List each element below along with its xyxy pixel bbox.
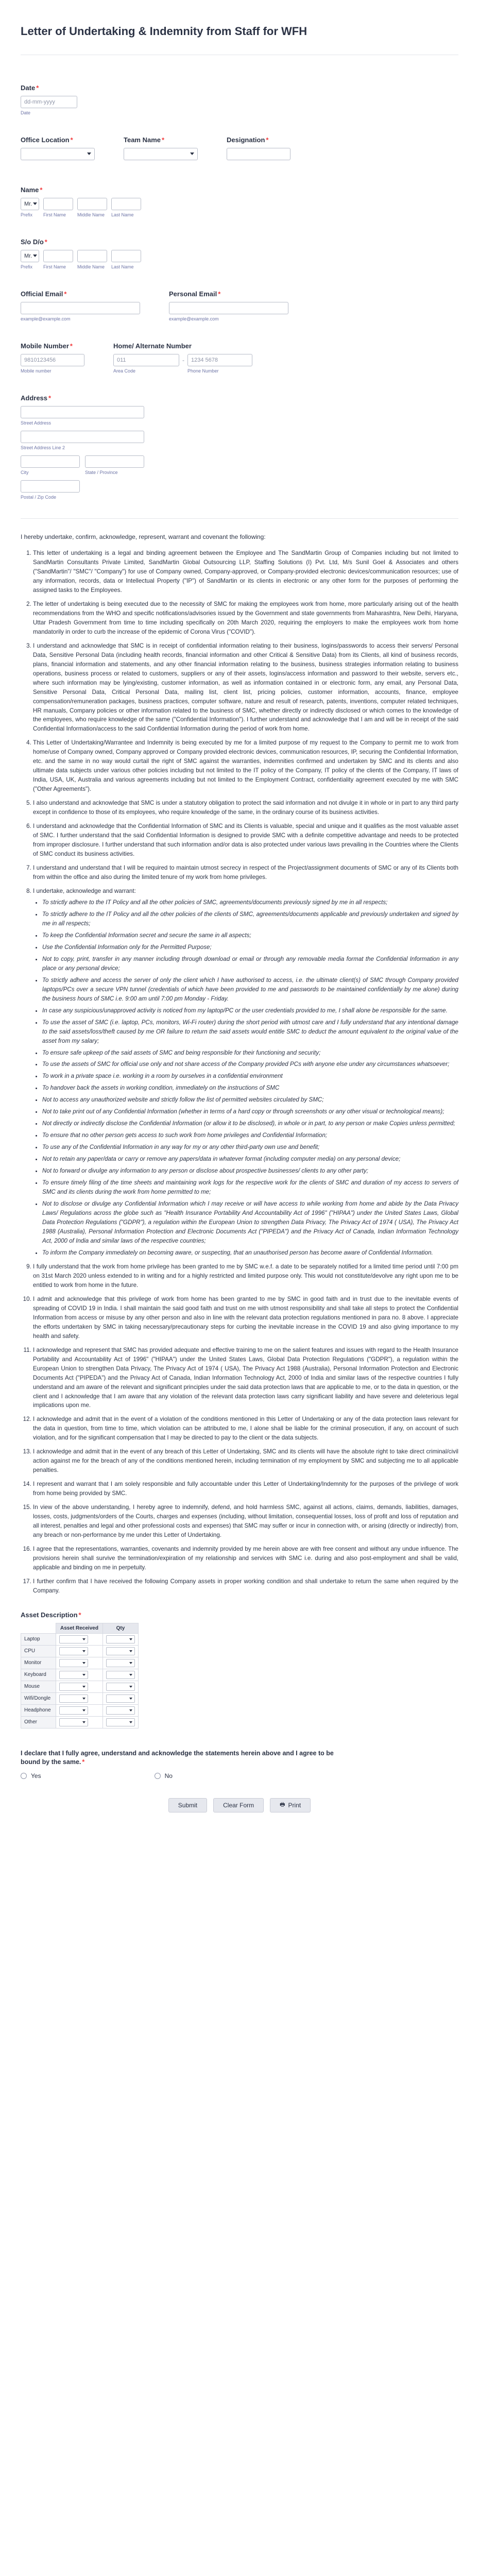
declaration-item: 10. I admit and acknowledge that this privilege of work from home has been granted to me by SMC in good faith and in trust due to the inevitable events of spreading of COVID 19 in India. I shall maintain the said good faith and trust on me with utmost responsibility and shall take all steps to protect the Confidential Information from access or misuse by any other person and also in line with the relevant data protection regulations mentioned in para no. 8 above. I appreciate the efforts undertaken by SMC in taking necessary/precautionary steps for curbing the inevitable increase in the COVID 19 and also giving importance to my health and safety. [33,1295,458,1341]
chevron-down-icon [129,1709,132,1711]
undertaking-subitem: • Not directly or indirectly disclose the Confidential Information (or allow it to be disclosed), in whole or in part, to any person or make Copies unless permitted; [42,1119,458,1128]
name-label: Name * [21,186,43,194]
asset-cell [102,1716,138,1728]
clear-form-button[interactable]: Clear Form [213,1798,264,1812]
asset-received-select[interactable] [59,1671,88,1679]
undertaking-subitem: • To strictly adhere to the IT Policy and all the other policies of the clients of SMC, agreements/documents applicable and previously undertaken and signed by me in all respects; [42,910,458,928]
parent-first-name-input[interactable] [43,250,73,262]
undertaking-subitem: • To strictly adhere to the IT Policy and all the other policies of SMC, agreements/documents previously signed by me in all respects; [42,898,458,907]
declaration-item: 17. I further confirm that I have received the following Company assets in proper working condition and shall undertake to return the same when required by the Company. [33,1577,458,1596]
date-section [21,84,458,115]
middle-name-sublabel: Middle Name [77,264,105,269]
submit-button[interactable]: Submit [168,1798,207,1812]
qty-select[interactable] [106,1647,135,1655]
parent-name-section [21,238,458,269]
date-label: Date * [21,84,39,92]
print-button-label: Print [288,1801,301,1809]
asset-section [21,1611,458,1728]
state-sublabel: State / Province [85,470,118,475]
undertaking-subitem: • Not to access any unauthorized website and strictly follow the list of permitted websites circulated by SMC; [42,1095,458,1105]
chevron-down-icon [129,1650,132,1652]
asset-received-select[interactable] [59,1659,88,1667]
radio-button-icon[interactable] [155,1773,161,1779]
declaration-section [21,532,458,1596]
undertaking-subitem: • To use any of the Confidential Information in any way for my or any other third-party own use and benefit; [42,1143,458,1152]
qty-select[interactable] [106,1718,135,1726]
chevron-down-icon [82,1650,85,1652]
address-label: Address * [21,394,52,402]
declaration-intro: I hereby undertake, confirm, acknowledge, represent, warrant and covenant the following: [21,533,266,540]
asset-cell [102,1704,138,1716]
asset-row [21,1704,139,1716]
asset-cell [56,1716,103,1728]
postal-code-input[interactable] [21,480,80,493]
agreement-yes-label: Yes [31,1772,41,1780]
asset-cell [56,1657,103,1669]
asset-cell [102,1692,138,1704]
first-name-sublabel: First Name [43,264,66,269]
declaration-item: 9. I fully understand that the work from home privilege has been granted to me by SMC w.e.f. a date to be separately notified for a limited time period until 7:00 pm on 31st March 2020 unless extended to in writing and for a highly restricted and limited purpose only. This would not constitute/devolve any right upon me to be entitled to work from home in the future. [33,1262,458,1290]
undertaking-subitem: • To ensure that no other person gets access to such work from home privileges and Confidential Information; [42,1131,458,1140]
chevron-down-icon [82,1721,85,1723]
designation-label: Designation * [227,136,269,144]
asset-cell [102,1669,138,1681]
asset-row-label: CPU [21,1645,56,1657]
street-address-2-sublabel: Street Address Line 2 [21,445,65,450]
undertaking-subitem: • To work in a private space i.e. working in a room by ourselves in a confidential environment [42,1072,458,1081]
personal-email-input[interactable] [169,302,288,314]
office-row [21,136,458,160]
declaration-item: 7. I understand and understand that I will be required to maintain utmost secrecy in respect of the Project/assignment documents of SMC or any of its Clients both from within the office and also during the limited tenure of my work from home privileges. [33,863,458,882]
asset-row-label: Monitor [21,1657,56,1669]
qty-header: Qty [102,1623,138,1633]
street-address-sublabel: Street Address [21,420,52,426]
chevron-down-icon [129,1638,132,1640]
asset-cell [102,1681,138,1692]
asset-row [21,1645,139,1657]
chevron-down-icon [82,1686,85,1688]
table-corner [21,1623,56,1633]
agreement-options [21,1772,458,1780]
office-location-label: Office Location * [21,136,73,144]
official-email-sublabel: example@example.com [21,316,71,321]
undertaking-subitem: • To handover back the assets in working condition, immediately on the instructions of SMC [42,1083,458,1093]
declaration-item: 5. I also understand and acknowledge that SMC is under a statutory obligation to protect the said information and not divulge it in whole or in part to any third party except in confidence to those of its employees, who require knowledge of the same, in the ordinary course of its business activities. [33,799,458,817]
name-prefix-select[interactable]: Mr. [21,198,39,210]
home-number-label: Home/ Alternate Number [113,342,192,350]
undertaking-subitem: • Not to disclose or divulge any Confidential Information which I may receive or will have access to while working from home and abide by the Data Privacy Laws/ Regulations across the globe such as "Health Insurance Portability And Accountability Act of 1996" ("HIPAA") under the United States Laws, Global Data Protection Regulations ("GDPR"), a regulation within the European Union to strengthen Data Privacy, The Privacy Act of 1974 ( USA), The Privacy Act 1988 (Australia), Personal Information Protection and Electronic Documents Act ("PIPEDA") and the Privacy Act of Canada, Indian Information Technology Act, 2000 of India and similar laws of the respective countries; [42,1199,458,1246]
designation-input[interactable] [227,148,290,160]
form-header [21,0,458,55]
declaration-item: 12. I acknowledge and admit that in the event of a violation of the conditions mentioned in this Letter of Undertaking or any of the data protection laws relevant for the data in question, from time to time, which violation can be attributed to me, I alone shall be liable for the criminal prosecution, if any, on account of such violation, and for the significant compensation that I may be directed to pay to the client or the data subjects. [33,1415,458,1443]
chevron-down-icon [82,1698,85,1700]
declaration-item: 1. This letter of undertaking is a legal and binding agreement between the Employee and The SandMartin Group of Companies including but not limited to SandMartin Consultants Private Limited, SandMartin Global Outsourcing LLP, Staffing Solutions (I) Pvt. Ltd, M/s Sunil Goel & Associates and others ("SandMartin"/ "SMC"/ "Company") for use of Company owned, Company-approved, or Company-provided electronic devices/communication resources; use of any information, records, data or Intellectual Property ("IP") of SandMartin or its clients in electronic or any other form for the purposes of performing the assigned tasks to the Employees. [33,549,458,595]
chevron-down-icon [82,1662,85,1664]
undertaking-subitem: • In case any suspicious/unapproved activity is noticed from my laptop/PC or the user credentials provided to me, I shall alone be responsible for the same. [42,1006,458,1015]
parent-prefix-select[interactable]: Mr. [21,250,39,262]
asset-row [21,1633,139,1645]
undertaking-subitem: • Not to retain any paper/data or carry or remove any papers/data in whatever format (including computer media) on any personal device; [42,1155,458,1164]
team-name-label: Team Name * [124,136,165,144]
phone-number-sublabel: Phone Number [187,368,219,374]
declaration-item: 3. I understand and acknowledge that SMC is in receipt of confidential information relating to their business, logins/passwords to access their servers/ Personal Data, Sensitive Personal Data (including health records, financial information and other Critical & Sensitive Data) from its Clients, all kind of business records, plans, financial information and statements, and any other financial information relating to the business, business strategies information relating to business operations, business process or related to customers, suppliers or any of their assets, logins/access information and password to their website, servers etc., where such information may be lying/existing, customer information, as well as information contained in or electronic form, any email, any Personal Data, Sensitive Personal Data, Critical Personal Data, mailing list, client list, pricing policies, customer information, accounts, finance, employee compensation/remuneration packages, business practices, computer software, nature and result of research, patents, inventions, computer related techniques, HR manuals, Company policies or other information related to the business of SMC, whether directly or indirectly disclosed or which comes to the knowledge of the employees, who require knowledge of the same ("Confidential Information"). I further understand and acknowledge that I am and will be in receipt of the said Confidential Information/access to the said Confidential Information during the period of work from home. [33,641,458,734]
first-name-input[interactable] [43,198,73,210]
asset-row-label: Other [21,1716,56,1728]
chevron-down-icon [129,1686,132,1688]
date-input[interactable]: dd-mm-yyyy [21,96,77,108]
declaration-item: 4. This Letter of Undertaking/Warrantee and Indemnity is being executed by me for a limited purpose of my request to the Company to permit me to work from home/use of Company owned, Company approved or Company provided electronic devices, communication resources, IP, securing the Confidential Information, etc. and the same in no way would curtail the right of SMC against the warranties, indemnities confirmed and undertaken by SMC and its clients and also ultimate data subjects under various other policies including but not limited to the IT policy of the Company, IT policy of the clients of the Company, IT laws of India, USA, UK, Australia and various agreements including but not limited to the Employment Contract, confidentiality agreement executed by me with SMC ("Other Agreements"). [33,738,458,794]
mobile-number-input[interactable]: 9810123456 [21,354,84,366]
asset-cell [56,1692,103,1704]
first-name-sublabel: First Name [43,212,66,217]
asset-row [21,1692,139,1704]
asset-cell [56,1681,103,1692]
form-title: Letter of Undertaking & Indemnity from Staff for WFH [21,25,307,38]
declaration-item: 13. I acknowledge and admit that in the event of any breach of this Letter of Undertaking, SMC and its clients will have the absolute right to take direct criminal/civil action against me for the breach of any of the conditions mentioned herein, including termination of my employment by SMC and subjecting me to all applicable penalties. [33,1447,458,1475]
chevron-down-icon [87,152,91,155]
official-email-input[interactable] [21,302,140,314]
asset-received-header: Asset Received [56,1623,103,1633]
last-name-sublabel: Last Name [111,212,134,217]
asset-received-select[interactable] [59,1635,88,1643]
declaration-item: 16. I agree that the representations, warranties, covenants and indemnity provided by me herein above are with free consent and without any undue influence. The provisions herein shall survive the termination/expiration of my relationship and services with SMC i.e. during and also post-employment and shall be valid, applicable and binding on me in perpetuity. [33,1545,458,1572]
radio-button-icon[interactable] [21,1773,27,1779]
undertaking-subitem: • To use the assets of SMC for official use only and not share access of the Company provided PCs with anyone else under any circumstances whatsoever; [42,1060,458,1069]
street-address-input[interactable] [21,406,144,418]
personal-email-sublabel: example@example.com [169,316,219,321]
asset-description-label: Asset Description * [21,1611,81,1619]
undertaking-subitem: • Not to take print out of any Confidential Information (whether in terms of a hard copy or through screenshots or any other visual or technological means); [42,1107,458,1116]
declaration-item: 15. In view of the above understanding, I hereby agree to indemnify, defend, and hold harmless SMC, against all actions, claims, demands, liabilities, damages, losses, costs, judgments/orders of the Courts, charges and expenses (including, without limitation, consequential losses, loss of profit and loss of reputation and all interest, penalties and legal and other professional costs and expenses) that SMC may suffer or incur in connection with, or arising (directly or indirectly) from, any breach or non-performance by me under this Letter of Undertaking. [33,1503,458,1540]
chevron-down-icon [129,1662,132,1664]
dash-separator: - [182,357,184,364]
chevron-down-icon [129,1698,132,1700]
asset-received-select[interactable] [59,1706,88,1715]
email-row [21,290,458,321]
last-name-sublabel: Last Name [111,264,134,269]
asset-row-label: Wifi/Dongle [21,1692,56,1704]
asset-received-select[interactable] [59,1694,88,1703]
declaration-item: 6. I understand and acknowledge that the Confidential Information of SMC and its Clients is valuable, special and unique and it qualifies as the most valuable asset of SMC. I further understand that the said Confidential Information is designed to provide SMC with a definite competitive advantage and needs to be protected from improper disclosure. I further understand that such information and/or data is also protected under various laws prevailing in the Countries where the Clients of SMC conduct its business activities. [33,822,458,859]
form-buttons [21,1798,458,1812]
last-name-input[interactable] [111,198,141,210]
undertakings-lead: I undertake, acknowledge and warrant: [33,887,136,894]
asset-row [21,1681,139,1692]
printer-icon: 🖶 [280,1802,285,1808]
undertaking-subitem: • To ensure safe upkeep of the said assets of SMC and being responsible for their functioning and security; [42,1048,458,1058]
postal-code-sublabel: Postal / Zip Code [21,495,57,500]
undertakings-sublist [33,898,458,1258]
agreement-no-label: No [164,1772,173,1780]
undertaking-subitem: • Use the Confidential Information only for the Permitted Purpose; [42,943,458,952]
personal-email-label: Personal Email * [169,290,221,298]
parent-middle-name-input[interactable] [77,250,107,262]
qty-select[interactable] [106,1683,135,1691]
team-name-select[interactable] [124,148,198,160]
state-input[interactable] [85,455,144,468]
parent-name-label: S/o D/o * [21,238,47,246]
middle-name-sublabel: Middle Name [77,212,105,217]
chevron-down-icon [82,1709,85,1711]
chevron-down-icon [82,1674,85,1676]
declaration-item: 14. I represent and warrant that I am solely responsible and fully accountable under this Letter of Undertaking/Indemnity for the purposes of the privilege of work from home being provided by SMC. [33,1480,458,1498]
undertaking-subitem: • Not to copy, print, transfer in any manner including through download or email or through any removable media format the Confidential Information in any place or any personal device; [42,955,458,973]
city-input[interactable] [21,455,80,468]
asset-table [21,1623,139,1728]
asset-row [21,1657,139,1669]
asset-received-select[interactable] [59,1647,88,1655]
asset-received-select[interactable] [59,1718,88,1726]
agreement-section [21,1749,458,1780]
asset-cell [56,1669,103,1681]
address-section [21,394,458,500]
agreement-no-option[interactable] [155,1772,173,1780]
mobile-number-label: Mobile Number * [21,342,73,350]
asset-cell [102,1633,138,1645]
area-code-input[interactable]: 011 [113,354,179,366]
city-sublabel: City [21,470,29,475]
official-email-label: Official Email * [21,290,67,298]
declaration-item: 11. I acknowledge and represent that SMC has provided adequate and effective training to me on the salient features and issues with regard to the Health Insurance Portability and Accountability Act of 1996" ("HIPAA") under the United States Laws, Global Data Protection Regulations ("GDPR"), a regulation within the European Union to strengthen Data Privacy, The Privacy Act of 1974 ( USA), The Privacy Act 1988 (Australia), Personal Information Protection and Electronic Documents Act ("PIPEDA") and the Privacy Act of Canada, Indian Information Technology Act, 2000 of India and similar laws of the respective countries I fully understand and am aware of the relevant and significant principles under the said data protection laws that are applicable to me, or to the data in question, or the client and I acknowledge that I am aware that any violation of the relevant data protection laws carry significant liability and have severe and deleterious legal implications upon me. [33,1346,458,1411]
agreement-label: I declare that I fully agree, understand and acknowledge the statements herein above and I agree to be bound by the same. * [21,1749,334,1766]
undertaking-subitem: • To keep the Confidential Information secret and secure the same in all aspects; [42,931,458,940]
chevron-down-icon [129,1674,132,1676]
name-section [21,186,458,217]
asset-cell [102,1645,138,1657]
phone-number-input[interactable]: 1234 5678 [187,354,252,366]
asset-row-label: Laptop [21,1633,56,1645]
date-sublabel: Date [21,110,31,115]
qty-select[interactable] [106,1706,135,1715]
chevron-down-icon [33,255,37,257]
street-address-2-input[interactable] [21,431,144,443]
undertaking-subitem: • Not to forward or divulge any information to any person or disclose about prospective businesses/ clients to any other party; [42,1166,458,1176]
mobile-number-sublabel: Mobile number [21,368,52,374]
declaration-item: 2. The letter of undertaking is being executed due to the necessity of SMC for making the employees work from home, more particularly arising out of the health recommendations from the WHO and specific notifications/advisories issued by the Government and state governments from Maharashtra, New Delhi, Haryana, Uttar Pradesh Government from time to time including specifically on 20th March 2020, requiring the employers to make the employees work from home mandatorily in order to curb the increase of the epidemic of Corona Virus ("COVID"). [33,600,458,637]
asset-row-label: Headphone [21,1704,56,1716]
qty-select[interactable] [106,1659,135,1667]
phone-row [21,342,458,374]
chevron-down-icon [82,1638,85,1640]
declaration-list [21,549,458,1596]
asset-row-label: Keyboard [21,1669,56,1681]
parent-last-name-input[interactable] [111,250,141,262]
chevron-down-icon [33,202,37,205]
asset-row [21,1716,139,1728]
asset-cell [56,1645,103,1657]
undertaking-subitem: • To use the asset of SMC (i.e. laptop, PCs, monitors, Wi-Fi router) during the short period with utmost care and I fully understand that any intentional damage to the said assets/loss/theft caused by me OR failure to return the said assets would entitle SMC to deduct the amount equivalent to the original value of the asset from my salary; [42,1018,458,1046]
qty-select[interactable] [106,1635,135,1643]
area-code-sublabel: Area Code [113,368,136,374]
section-divider [21,518,458,519]
chevron-down-icon [129,1721,132,1723]
undertaking-subitem: • To inform the Company immediately on becoming aware, or suspecting, that an unauthorised person has become aware of Confidential Information. [42,1248,458,1258]
middle-name-input[interactable] [77,198,107,210]
undertaking-subitem: • To ensure timely filing of the time sheets and maintaining work logs for the respective work for the clients of SMC and duration of my access to servers of SMC and its clients during the work from home permitted to me; [42,1178,458,1197]
qty-select[interactable] [106,1671,135,1679]
chevron-down-icon [190,152,194,155]
prefix-sublabel: Prefix [21,212,33,217]
agreement-yes-option[interactable] [21,1772,41,1780]
asset-received-select[interactable] [59,1683,88,1691]
asset-cell [102,1657,138,1669]
asset-row [21,1669,139,1681]
undertaking-subitem: • To strictly adhere and access the server of only the client which I have authorised to access, i.e. the ultimate client(s) of SMC through Company provided laptops/PCs over a secure VPN tunnel (credentials of which have been provided to me and passwords to be maintained confidentially by me alone) during the business hours of SMC i.e. 9:00 am until 7:00 pm Monday - Friday. [42,976,458,1004]
asset-cell [56,1633,103,1645]
qty-select[interactable] [106,1694,135,1703]
print-button[interactable] [270,1798,311,1812]
prefix-sublabel: Prefix [21,264,33,269]
asset-cell [56,1704,103,1716]
declaration-item-undertakings [33,887,458,1258]
asset-row-label: Mouse [21,1681,56,1692]
office-location-select[interactable] [21,148,95,160]
